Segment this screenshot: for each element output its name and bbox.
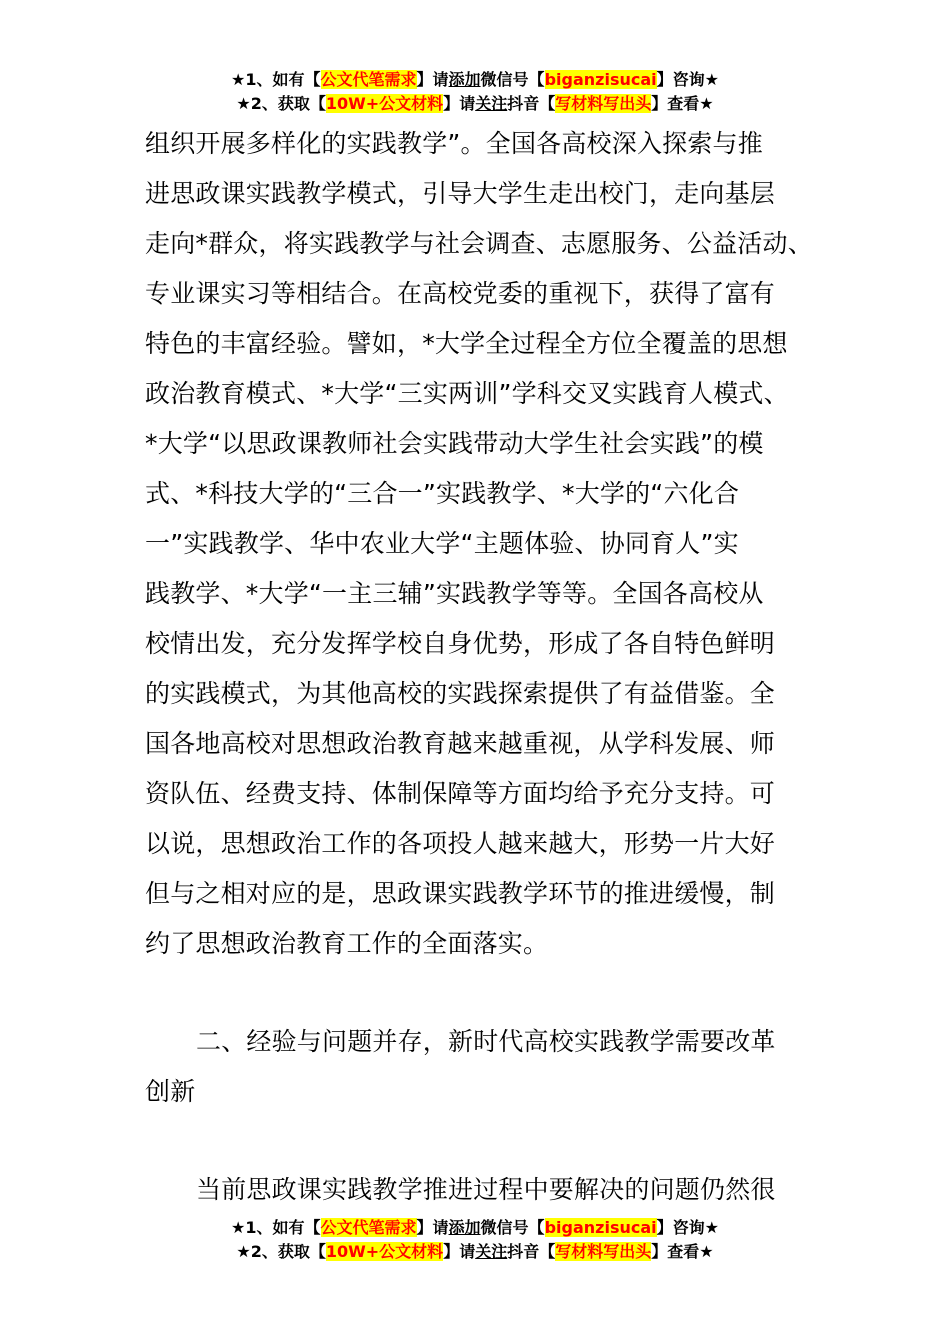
- paragraph-line: 但与之相对应的是，思政课实践教学环节的推进缓慢，制: [145, 879, 776, 908]
- paragraph-line: 以说，思想政治工作的各项投人越来越大，形势一片大好: [145, 829, 776, 858]
- section-heading: 二、经验与问题并存，新时代高校实践教学需要改革: [196, 1027, 776, 1056]
- paragraph-line: 政治教育模式、*大学“三实两训”学科交叉实践育人模式、: [145, 379, 789, 408]
- highlight-ghostwriting: 公文代笔需求: [320, 70, 417, 89]
- footer-line-1: ★1、如有【公文代笔需求】请添加微信号【biganzisucai】咨询★: [231, 1218, 719, 1237]
- paragraph-line: 进思政课实践教学模式，引导大学生走出校门，走向基层: [145, 179, 776, 208]
- paragraph-line: 走向*群众，将实践教学与社会调查、志愿服务、公益活动、: [145, 229, 813, 258]
- highlight-wechat-id: biganzisucai: [544, 1218, 657, 1237]
- paragraph-line: 践教学、*大学“一主三辅”实践教学等等。全国各高校从: [145, 579, 764, 608]
- footer-banner: [0, 1216, 950, 1264]
- section-heading-continued: 创新: [145, 1077, 196, 1106]
- paragraph-line: 式、*科技大学的“三合一”实践教学、*大学的“六化合: [145, 479, 740, 508]
- highlight-wechat-id: biganzisucai: [544, 70, 657, 89]
- paragraph-line: 专业课实习等相结合。在高校党委的重视下，获得了富有: [145, 279, 776, 308]
- header-banner: [0, 68, 950, 116]
- paragraph-line: 国各地高校对思想政治教育越来越重视，从学科发展、师: [145, 729, 776, 758]
- paragraph-line: 资队伍、经费支持、体制保障等方面均给予充分支持。可: [145, 779, 776, 808]
- paragraph-line: *大学“以思政课教师社会实践带动大学生社会实践”的模: [145, 429, 764, 458]
- paragraph-line: 组织开展多样化的实践教学”。全国各高校深入探索与推: [145, 129, 763, 158]
- footer-line-2: ★2、获取【10W+公文材料】请关注抖音【写材料写出头】查看★: [236, 1242, 714, 1261]
- highlight-douyin-account: 写材料写出头: [555, 1242, 652, 1261]
- highlight-materials: 10W+公文材料: [325, 94, 444, 113]
- paragraph-line: 特色的丰富经验。譬如，*大学全过程全方位全覆盖的思想: [145, 329, 788, 358]
- header-line-1: ★1、如有【公文代笔需求】请添加微信号【biganzisucai】咨询★: [231, 70, 719, 89]
- highlight-douyin-account: 写材料写出头: [555, 94, 652, 113]
- paragraph-line: 当前思政课实践教学推进过程中要解决的问题仍然很: [196, 1175, 776, 1204]
- paragraph-line: 约了思想政治教育工作的全面落实。: [145, 929, 549, 958]
- highlight-ghostwriting: 公文代笔需求: [320, 1218, 417, 1237]
- paragraph-line: 校情出发，充分发挥学校自身优势，形成了各自特色鲜明: [145, 629, 776, 658]
- paragraph-line: 的实践模式，为其他高校的实践探索提供了有益借鉴。全: [145, 679, 776, 708]
- highlight-materials: 10W+公文材料: [325, 1242, 444, 1261]
- paragraph-line: 一”实践教学、华中农业大学“主题体验、协同育人”实: [145, 529, 739, 558]
- header-line-2: ★2、获取【10W+公文材料】请关注抖音【写材料写出头】查看★: [236, 94, 714, 113]
